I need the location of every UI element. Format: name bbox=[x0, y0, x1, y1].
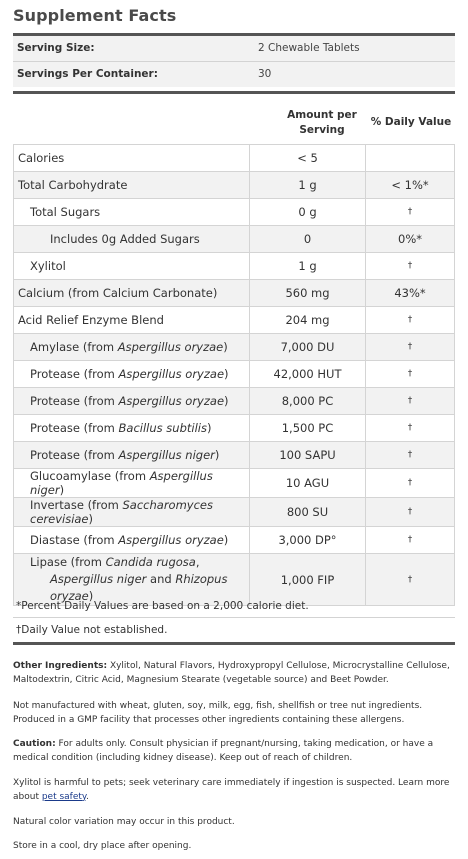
header-rule bbox=[13, 91, 455, 94]
nutrient-amount: 10 AGU bbox=[250, 469, 366, 498]
name-text: Protease (from bbox=[30, 367, 119, 381]
nutrient-dv: † bbox=[366, 469, 455, 498]
pet-safety-link[interactable]: pet safety bbox=[41, 791, 86, 802]
name-text: and bbox=[146, 572, 176, 586]
species-name: Aspergillus oryzae bbox=[118, 533, 224, 547]
nutrient-name bbox=[14, 554, 250, 606]
table-row bbox=[14, 554, 455, 606]
nutrient-dv: † bbox=[366, 442, 455, 469]
caution-statement bbox=[13, 738, 453, 765]
nutrient-amount: 1,500 PC bbox=[250, 415, 366, 442]
divider bbox=[13, 617, 455, 618]
nutrient-name: Calcium (from Calcium Carbonate) bbox=[14, 280, 250, 307]
species-name: Bacillus subtilis bbox=[118, 421, 207, 435]
caution-text: For adults only. Consult physician if pregnant/nursing, taking medication, or have a medical condition (including kidney disease). Keep out of reach of children. bbox=[13, 739, 434, 763]
nutrient-amount: 42,000 HUT bbox=[250, 361, 366, 388]
name-text: , bbox=[195, 555, 200, 569]
table-row bbox=[14, 469, 455, 498]
species-name: Aspergillus oryzae bbox=[118, 367, 225, 381]
footnote-rule bbox=[13, 642, 455, 645]
nutrient-amount: 1 g bbox=[250, 253, 366, 280]
servings-per-container-value: 30 bbox=[258, 68, 272, 80]
name-text: ) bbox=[223, 340, 228, 354]
nutrient-name bbox=[14, 361, 250, 388]
nutrient-dv: † bbox=[366, 334, 455, 361]
nutrient-amount: 100 SAPU bbox=[250, 442, 366, 469]
nutrient-amount: 0 bbox=[250, 226, 366, 253]
other-ingredients-label: Other Ingredients: bbox=[13, 661, 108, 671]
table-row bbox=[14, 172, 455, 199]
xylitol-warning-text: Xylitol is harmful to pets; seek veterinary care immediately if ingestion is suspected. Learn more about bbox=[13, 778, 450, 802]
nutrient-name bbox=[14, 527, 250, 554]
table-row bbox=[14, 442, 455, 469]
nutrient-amount: 0 g bbox=[250, 199, 366, 226]
nutrient-name bbox=[14, 498, 250, 527]
name-text: Amylase (from bbox=[30, 340, 118, 354]
name-text: ) bbox=[88, 589, 94, 603]
dagger-footnote: †Daily Value not established. bbox=[16, 624, 168, 636]
table-row bbox=[14, 199, 455, 226]
name-text: Glucoamylase (from bbox=[30, 469, 150, 483]
table-row bbox=[14, 334, 455, 361]
table-row bbox=[14, 253, 455, 280]
storage-note: Store in a cool, dry place after opening. bbox=[13, 841, 192, 851]
nutrient-name bbox=[14, 469, 250, 498]
nutrient-dv: † bbox=[366, 527, 455, 554]
species-name: Candida rugosa bbox=[105, 555, 196, 569]
table-row bbox=[14, 527, 455, 554]
nutrient-name bbox=[14, 442, 250, 469]
xylitol-warning bbox=[13, 777, 453, 804]
nutrient-amount: 7,000 DU bbox=[250, 334, 366, 361]
name-text: ) bbox=[214, 448, 220, 462]
nutrient-amount: 8,000 PC bbox=[250, 388, 366, 415]
table-row bbox=[14, 498, 455, 527]
name-text: Protease (from bbox=[30, 394, 119, 408]
nutrient-name: Includes 0g Added Sugars bbox=[14, 226, 250, 253]
allergen-statement: Not manufactured with wheat, gluten, soy, milk, egg, fish, shellfish or tree nut ingredients. Produced in a GMP facility that processes other ingredients containing these allergens. bbox=[13, 701, 423, 725]
name-text: Invertase (from bbox=[30, 498, 123, 512]
name-text: Protease (from bbox=[30, 448, 119, 462]
table-row bbox=[14, 388, 455, 415]
name-text: ) bbox=[224, 367, 229, 381]
table-row bbox=[14, 226, 455, 253]
nutrient-amount: 560 mg bbox=[250, 280, 366, 307]
servings-per-container-label: Servings Per Container: bbox=[17, 68, 158, 80]
table-row bbox=[14, 307, 455, 334]
nutrient-dv bbox=[366, 145, 455, 172]
amount-header-line2: Serving bbox=[299, 124, 345, 136]
nutrient-dv: † bbox=[366, 199, 455, 226]
species-name: Saccharomyces cerevisiae bbox=[30, 498, 213, 526]
name-text: Lipase (from bbox=[30, 555, 106, 569]
nutrient-name: Acid Relief Enzyme Blend bbox=[14, 307, 250, 334]
nutrient-amount: 204 mg bbox=[250, 307, 366, 334]
species-name: Rhizopus oryzae bbox=[50, 572, 228, 603]
caution-label: Caution: bbox=[13, 739, 56, 749]
name-text: ) bbox=[206, 421, 212, 435]
nutrient-dv: † bbox=[366, 307, 455, 334]
nutrient-dv: 43%* bbox=[366, 280, 455, 307]
species-name: Aspergillus oryzae bbox=[118, 394, 225, 408]
serving-size-value: 2 Chewable Tablets bbox=[258, 42, 360, 54]
nutrient-table bbox=[13, 144, 455, 606]
nutrient-dv: † bbox=[366, 361, 455, 388]
species-name: Aspergillus niger bbox=[50, 572, 147, 586]
color-variation-note: Natural color variation may occur in this product. bbox=[13, 817, 235, 827]
nutrient-dv: † bbox=[366, 253, 455, 280]
amount-header-line1: Amount per bbox=[287, 109, 357, 121]
other-ingredients bbox=[13, 660, 453, 687]
nutrient-dv: 0%* bbox=[366, 226, 455, 253]
table-row bbox=[14, 361, 455, 388]
nutrient-dv: † bbox=[366, 554, 455, 606]
nutrient-amount: 3,000 DP° bbox=[250, 527, 366, 554]
serving-size-label: Serving Size: bbox=[17, 42, 95, 54]
species-name: Aspergillus oryzae bbox=[117, 340, 224, 354]
nutrient-name: Xylitol bbox=[14, 253, 250, 280]
species-name: Aspergillus niger bbox=[30, 469, 213, 497]
table-row bbox=[14, 145, 455, 172]
page-title: Supplement Facts bbox=[13, 6, 177, 25]
nutrient-dv: † bbox=[366, 415, 455, 442]
nutrient-amount: 1,000 FIP bbox=[250, 554, 366, 606]
table-row bbox=[14, 280, 455, 307]
daily-value-column-header: % Daily Value bbox=[370, 116, 452, 128]
name-text: ) bbox=[223, 533, 229, 547]
name-text: ) bbox=[224, 394, 229, 408]
nutrient-dv: † bbox=[366, 388, 455, 415]
nutrient-amount: 1 g bbox=[250, 172, 366, 199]
nutrient-dv: † bbox=[366, 498, 455, 527]
nutrient-name bbox=[14, 415, 250, 442]
percent-dv-footnote: *Percent Daily Values are based on a 2,000 calorie diet. bbox=[16, 600, 309, 612]
nutrient-name: Total Carbohydrate bbox=[14, 172, 250, 199]
name-text: ) bbox=[59, 483, 65, 497]
serving-size-row bbox=[13, 36, 455, 61]
table-row bbox=[14, 415, 455, 442]
name-text: ) bbox=[88, 512, 94, 526]
nutrient-name bbox=[14, 334, 250, 361]
name-text: Protease (from bbox=[30, 421, 119, 435]
nutrient-amount: 800 SU bbox=[250, 498, 366, 527]
xylitol-warning-end: . bbox=[85, 791, 89, 802]
nutrient-name bbox=[14, 388, 250, 415]
name-text: Diastase (from bbox=[30, 533, 119, 547]
species-name: Aspergillus niger bbox=[118, 448, 215, 462]
servings-per-container-row bbox=[13, 62, 455, 87]
nutrient-amount: < 5 bbox=[250, 145, 366, 172]
nutrient-name: Calories bbox=[14, 145, 250, 172]
nutrient-dv: < 1%* bbox=[366, 172, 455, 199]
amount-column-header bbox=[283, 108, 361, 138]
nutrient-name: Total Sugars bbox=[14, 199, 250, 226]
other-ingredients-text: Xylitol, Natural Flavors, Hydroxypropyl Cellulose, Microcrystalline Cellulose, Maltodextrin, Citric Acid, Magnesium Stearate (vegetable source) and Beet Powder. bbox=[13, 661, 450, 685]
